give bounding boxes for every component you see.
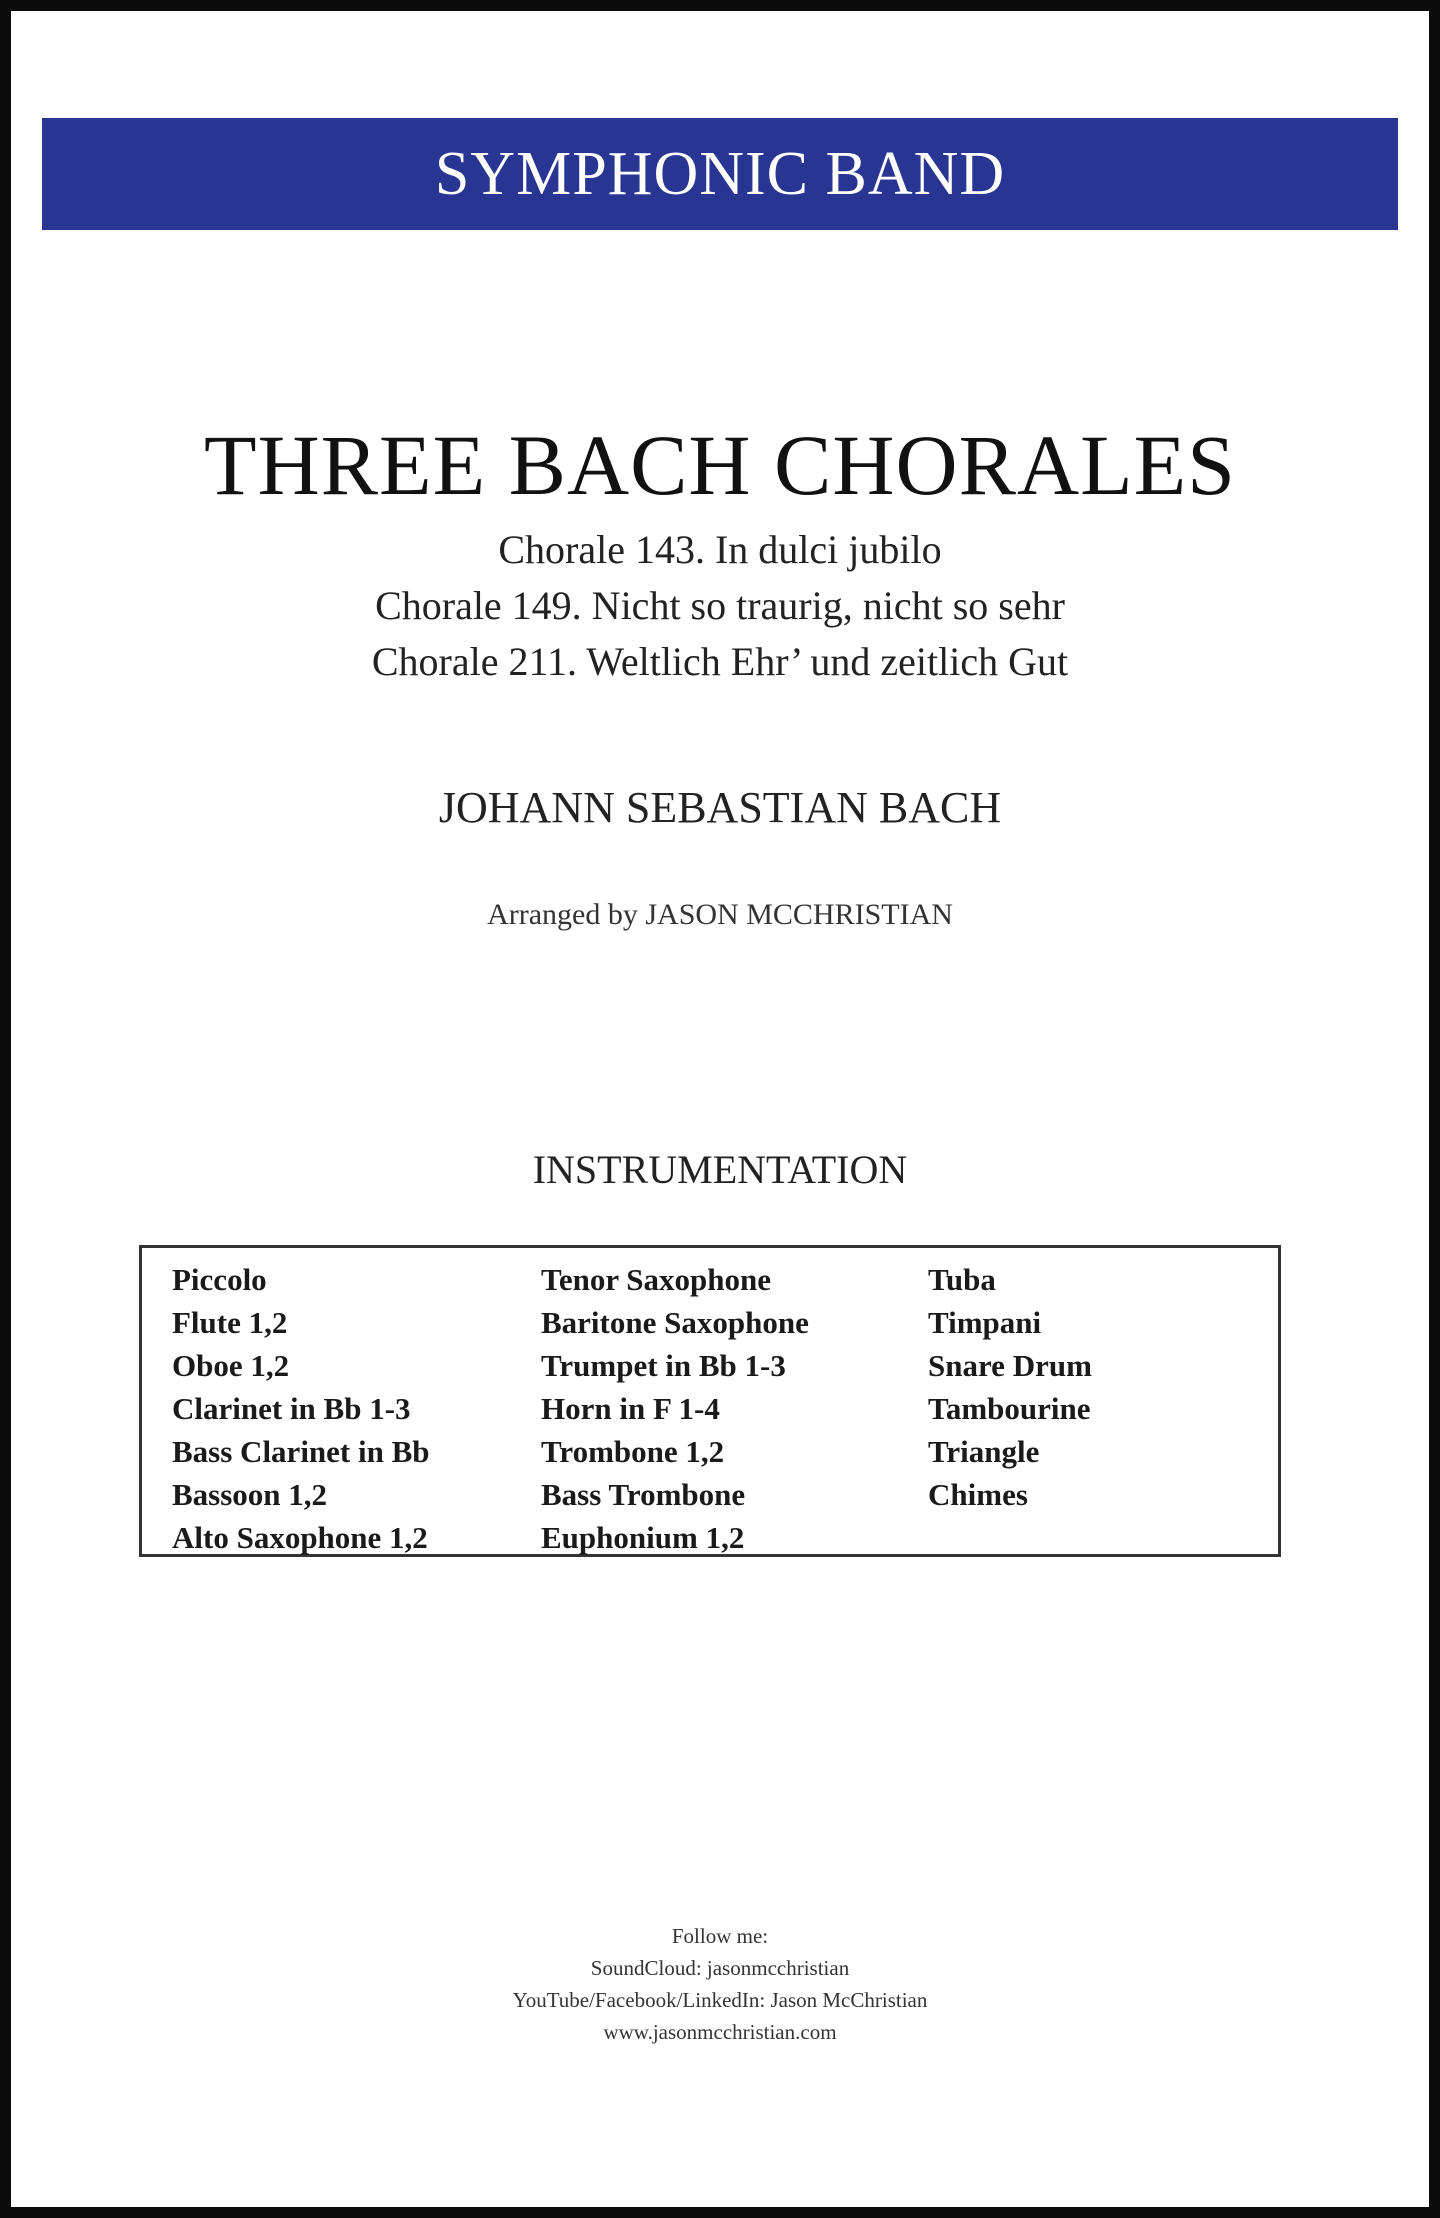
footer-follow-label: Follow me: <box>671 1924 769 1948</box>
instrument-item: Chimes <box>928 1477 1028 1512</box>
instrument-item: Bass Trombone <box>541 1477 746 1512</box>
arranger-credit: Arranged by JASON MCCHRISTIAN <box>487 898 953 931</box>
instrument-item: Tambourine <box>928 1391 1091 1426</box>
footer-contact <box>0 1920 1440 2048</box>
footer-website: www.jasonmcchristian.com <box>603 2020 837 2044</box>
instrument-item: Bass Clarinet in Bb <box>172 1434 430 1469</box>
footer-social: YouTube/Facebook/LinkedIn: Jason McChristian <box>512 1988 928 2012</box>
footer-soundcloud: SoundCloud: jasonmcchristian <box>590 1956 850 1980</box>
instrument-column-3 <box>928 1258 1092 1516</box>
instrument-item: Bassoon 1,2 <box>172 1477 328 1512</box>
chorale-line: Chorale 149. Nicht so traurig, nicht so sehr <box>375 583 1065 628</box>
category-banner <box>42 118 1398 230</box>
instrument-item: Triangle <box>928 1434 1040 1469</box>
instrument-item: Snare Drum <box>928 1348 1092 1383</box>
instrument-item: Trumpet in Bb 1-3 <box>541 1348 786 1383</box>
instrument-item: Baritone Saxophone <box>541 1305 809 1340</box>
instrument-item: Clarinet in Bb 1-3 <box>172 1391 411 1426</box>
chorale-list <box>0 522 1440 690</box>
instrument-item: Timpani <box>928 1305 1042 1340</box>
instrument-item: Trombone 1,2 <box>541 1434 725 1469</box>
instrument-item: Tenor Saxophone <box>541 1262 772 1297</box>
instrument-item: Horn in F 1-4 <box>541 1391 720 1426</box>
chorale-line: Chorale 211. Weltlich Ehr’ und zeitlich Gut <box>371 639 1069 684</box>
instrumentation-heading: INSTRUMENTATION <box>532 1147 908 1192</box>
instrument-item: Tuba <box>928 1262 996 1297</box>
instrument-item: Oboe 1,2 <box>172 1348 290 1383</box>
instrumentation-box <box>139 1245 1281 1557</box>
instrument-item: Piccolo <box>172 1262 267 1297</box>
instrument-column-2 <box>541 1258 809 1559</box>
banner-text: SYMPHONIC BAND <box>434 140 1006 208</box>
instrument-column-1 <box>172 1258 430 1559</box>
page-title: THREE BACH CHORALES <box>204 417 1236 513</box>
instrument-item: Flute 1,2 <box>172 1305 288 1340</box>
instrument-item: Euphonium 1,2 <box>541 1520 745 1555</box>
chorale-line: Chorale 143. In dulci jubilo <box>498 527 942 572</box>
instrument-item: Alto Saxophone 1,2 <box>172 1520 428 1555</box>
composer-name: JOHANN SEBASTIAN BACH <box>438 783 1002 832</box>
